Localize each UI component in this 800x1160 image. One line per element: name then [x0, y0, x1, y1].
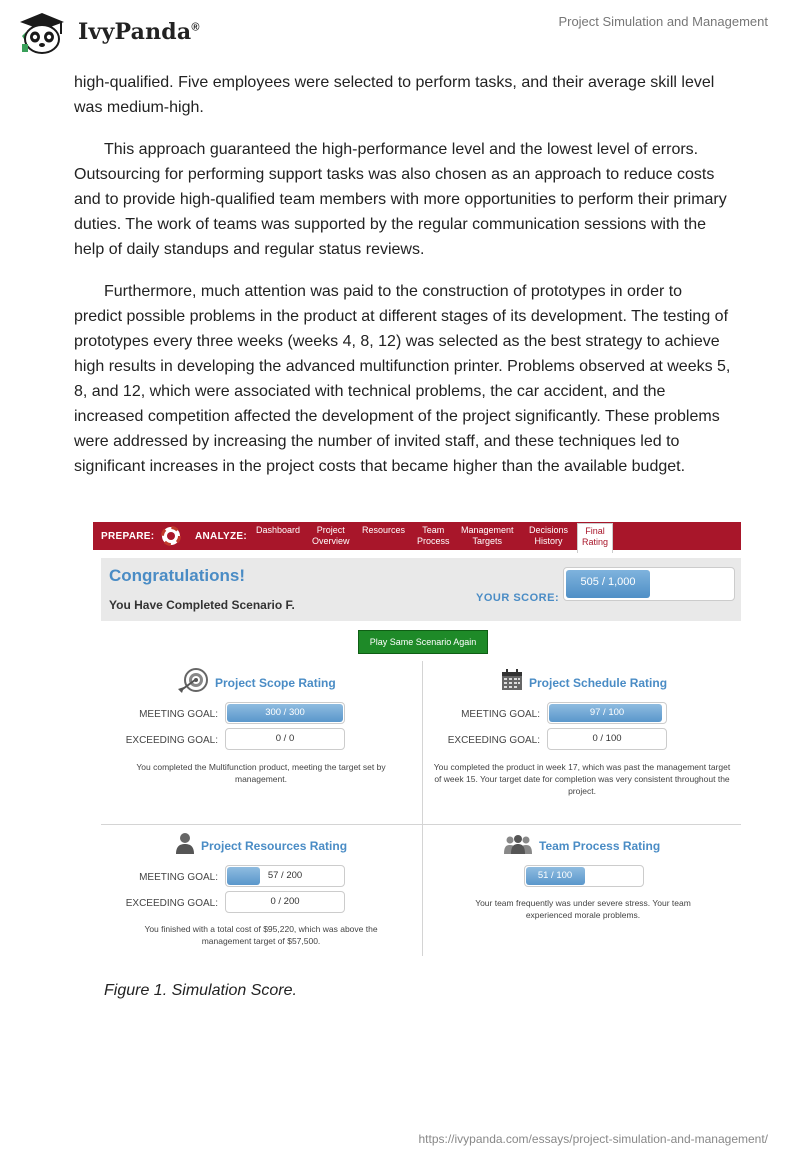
scope-description: You completed the Multifunction product, meeting the target set by management. [136, 762, 386, 784]
schedule-exceeding-value: 0 / 100 [592, 733, 622, 744]
analyze-label: ANALYZE: [195, 531, 248, 542]
scope-meeting-value: 300 / 300 [265, 707, 305, 718]
simulation-nav-bar [93, 522, 741, 550]
schedule-description: You completed the product in week 17, which was past the management target of week 15. Your target date for completion was very consistent throughout the project. [433, 762, 731, 796]
resources-meeting-bar [225, 865, 345, 887]
figure-caption: Figure 1. Simulation Score. [104, 982, 297, 999]
nav-dashboard[interactable]: Dashboard [256, 525, 301, 535]
team-rating-title: Team Process Rating [539, 839, 661, 853]
vertical-divider [422, 661, 423, 956]
document-title: Project Simulation and Management [558, 14, 768, 29]
schedule-meeting-label: MEETING GOAL: [461, 709, 540, 720]
resources-exceeding-bar [225, 891, 345, 913]
paragraph-1: high-qualified. Five employees were selected to perform tasks, and their average skill level was medium-high. [74, 74, 715, 116]
team-score-bar [524, 865, 644, 887]
prepare-label: PREPARE: [101, 531, 155, 542]
resources-meeting-label: MEETING GOAL: [139, 872, 218, 883]
scope-meeting-bar [225, 702, 345, 724]
play-again-button[interactable]: Play Same Scenario Again [358, 630, 488, 654]
horizontal-divider [101, 824, 741, 825]
schedule-exceeding-bar [547, 728, 667, 750]
panda-logo-icon [14, 8, 74, 58]
total-score-bar [563, 567, 735, 601]
resources-rating-title: Project Resources Rating [201, 839, 348, 853]
scope-meeting-label: MEETING GOAL: [139, 709, 218, 720]
scope-exceeding-label: EXCEEDING GOAL: [125, 735, 218, 746]
calendar-icon [501, 669, 523, 691]
scenario-completed-text: You Have Completed Scenario F. [109, 598, 295, 612]
page-header [0, 0, 800, 64]
your-score-label: YOUR SCORE: [476, 592, 560, 604]
scope-rating-title: Project Scope Rating [215, 676, 336, 690]
congratulations-title: Congratulations! [109, 566, 245, 585]
nav-decisions-history[interactable]: Decisions History [529, 525, 569, 546]
resources-exceeding-value: 0 / 200 [270, 896, 300, 907]
lifebuoy-icon[interactable] [161, 526, 181, 546]
target-icon [178, 667, 210, 693]
nav-management-targets[interactable]: Management Targets [461, 525, 514, 546]
nav-project-overview[interactable]: Project Overview [312, 525, 350, 546]
scope-exceeding-bar [225, 728, 345, 750]
nav-team-process[interactable]: Team Process [417, 525, 450, 546]
resources-meeting-value: 57 / 200 [267, 870, 303, 881]
schedule-exceeding-label: EXCEEDING GOAL: [447, 735, 540, 746]
simulation-score-figure [93, 520, 741, 960]
paragraph-2: This approach guaranteed the high-performance level and the lowest level of errors. Outsourcing for performing support tasks was also chosen as an approach to reduce costs and to provide high-qualified team members with more opportunities to perform their primary duties. The work of teams was supported by the regular communication sessions with the help of daily standups and regular status reviews. [74, 141, 727, 258]
paragraph-3: Furthermore, much attention was paid to the construction of prototypes in order to predict possible problems in the product at different stages of its development. The testing of prototypes every three weeks (weeks 4, 8, 12) was selected as the best strategy to achieve high results in developing the advanced multifunction printer. Problems observed at weeks 5, 8, and 12, which were associated with technical problems, the car accident, and the increased competition affected the development of the project significantly. These problems were addressed by increasing the number of invited staff, and these techniques led to significant increases in the project costs that became higher than the available budget. [74, 283, 731, 475]
footer-url[interactable]: https://ivypanda.com/essays/project-simulation-and-management/ [418, 1132, 768, 1146]
scope-exceeding-value: 0 / 0 [275, 733, 295, 744]
team-icon [503, 834, 533, 854]
resources-description: You finished with a total cost of $95,220, which was above the management target of $57,500. [144, 924, 378, 946]
brand-name: IvyPanda® [78, 19, 200, 45]
schedule-meeting-bar [547, 702, 667, 724]
person-icon [175, 832, 195, 854]
team-score-value: 51 / 100 [537, 870, 573, 881]
resources-exceeding-label: EXCEEDING GOAL: [125, 898, 218, 909]
congratulations-panel [101, 558, 741, 621]
total-score-value: 505 / 1,000 [580, 576, 636, 588]
schedule-meeting-value: 97 / 100 [589, 707, 625, 718]
nav-resources[interactable]: Resources [362, 525, 406, 535]
nav-final-rating[interactable]: Final Rating [577, 523, 613, 553]
ivypanda-logo[interactable] [14, 8, 200, 58]
schedule-rating-title: Project Schedule Rating [529, 676, 668, 690]
team-description: Your team frequently was under severe stress. Your team experienced morale problems. [475, 898, 691, 920]
